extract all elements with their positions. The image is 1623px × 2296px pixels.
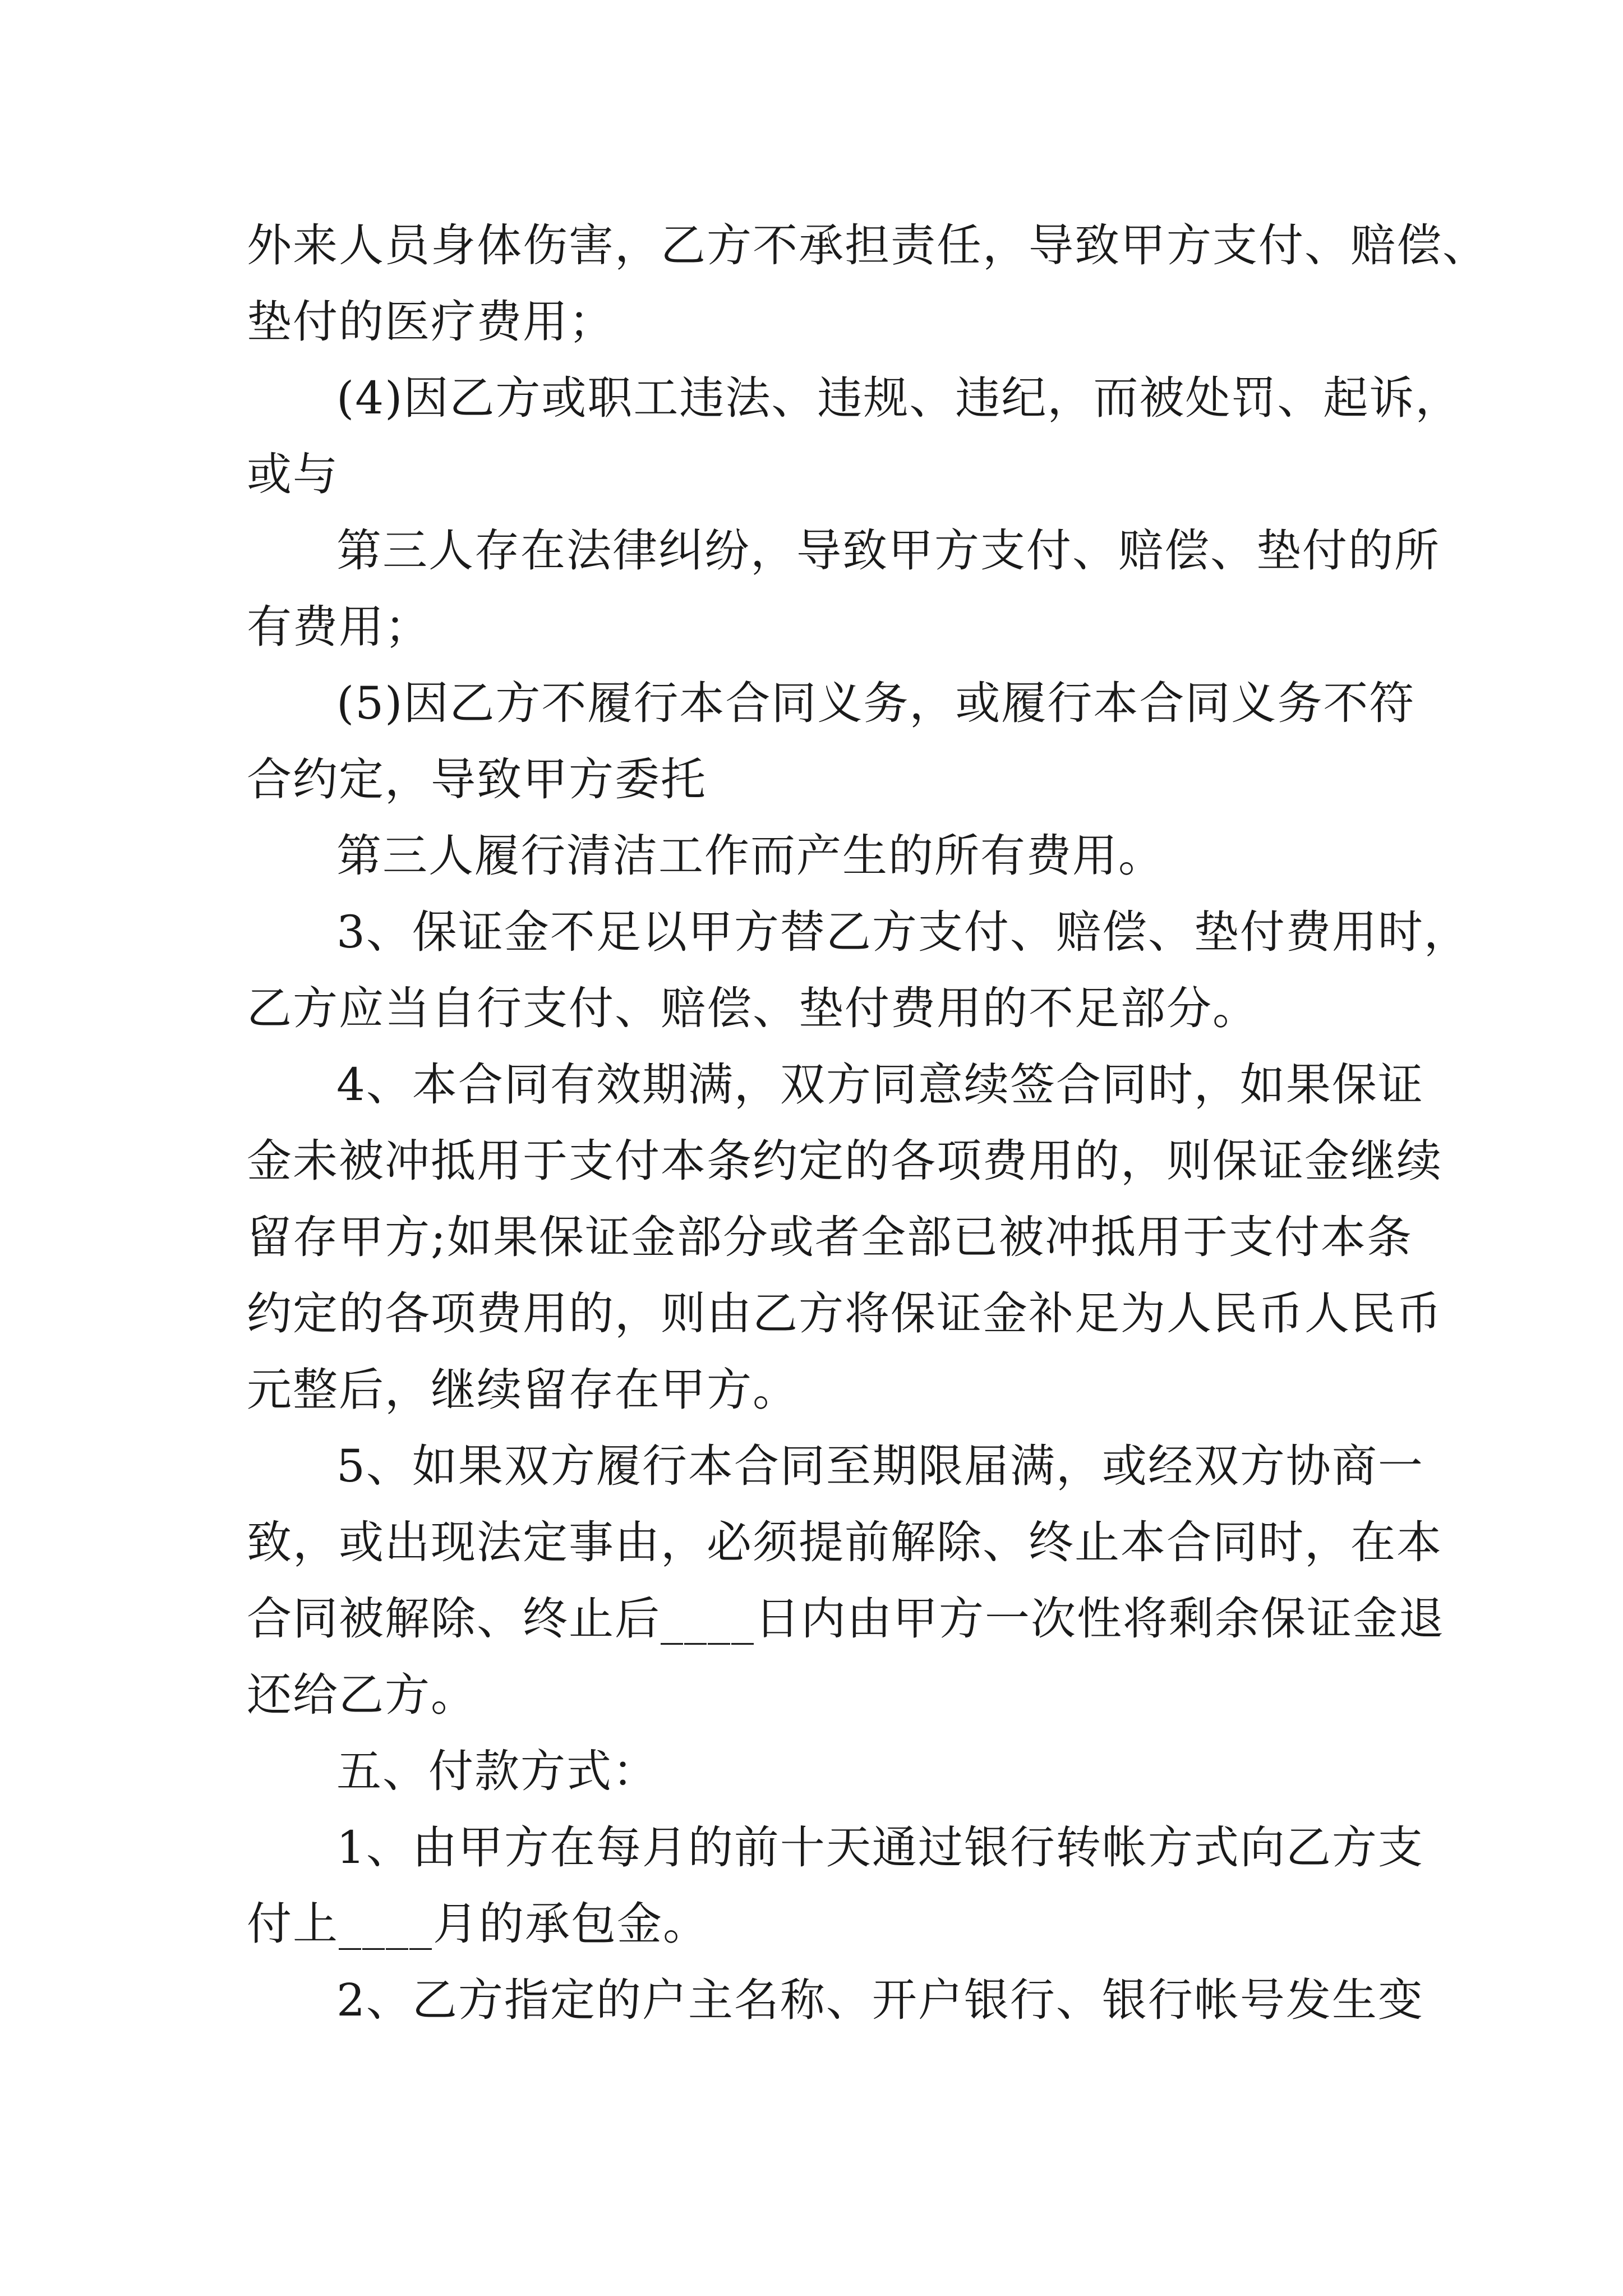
text-line-22: 1、由甲方在每月的前十天通过银行转帐方式向乙方支: [336, 1821, 1424, 1874]
text-line-24: 2、乙方指定的户主名称、开户银行、银行帐号发生变: [336, 1974, 1424, 2026]
text-line-3: (4)因乙方或职工违法、违规、违纪，而被处罚、起诉，: [336, 372, 1461, 424]
text-line-21: 五、付款方式：: [336, 1745, 658, 1797]
text-line-19: 合同被解除、终止后____日内由甲方一次性将剩余保证金退: [247, 1593, 1445, 1645]
text-line-6: 有费用；: [247, 601, 431, 653]
contract-text: [247, 208, 1488, 2039]
text-line-2: 垫付的医疗费用；: [247, 296, 615, 348]
text-line-12: 4、本合同有效期满，双方同意续签合同时，如果保证: [336, 1059, 1424, 1111]
text-line-18: 致，或出现法定事由，必须提前解除、终止本合同时，在本: [247, 1516, 1442, 1568]
text-line-16: 元整后，继续留存在甲方。: [247, 1364, 799, 1416]
text-line-7: (5)因乙方不履行本合同义务，或履行本合同义务不符: [336, 677, 1415, 729]
text-line-10: 3、保证金不足以甲方替乙方支付、赔偿、垫付费用时，: [336, 906, 1470, 958]
text-line-5: 第三人存在法律纠纷，导致甲方支付、赔偿、垫付的所: [336, 524, 1440, 577]
text-line-20: 还给乙方。: [247, 1669, 477, 1721]
text-line-23: 付上____月的承包金。: [247, 1898, 709, 1950]
text-line-13: 金未被冲抵用于支付本条约定的各项费用的，则保证金继续: [247, 1135, 1442, 1187]
text-line-11: 乙方应当自行支付、赔偿、垫付费用的不足部分。: [247, 982, 1258, 1034]
text-line-9: 第三人履行清洁工作而产生的所有费用。: [336, 830, 1164, 882]
text-line-1: 外来人员身体伤害，乙方不承担责任，导致甲方支付、赔偿、: [247, 219, 1488, 272]
text-line-15: 约定的各项费用的，则由乙方将保证金补足为人民币人民币: [247, 1287, 1442, 1340]
text-line-4: 或与: [247, 448, 339, 500]
text-line-14: 留存甲方;如果保证金部分或者全部已被冲抵用于支付本条: [247, 1211, 1413, 1263]
text-line-17: 5、如果双方履行本合同至期限届满，或经双方协商一: [336, 1440, 1424, 1492]
text-line-8: 合约定，导致甲方委托: [247, 753, 707, 806]
